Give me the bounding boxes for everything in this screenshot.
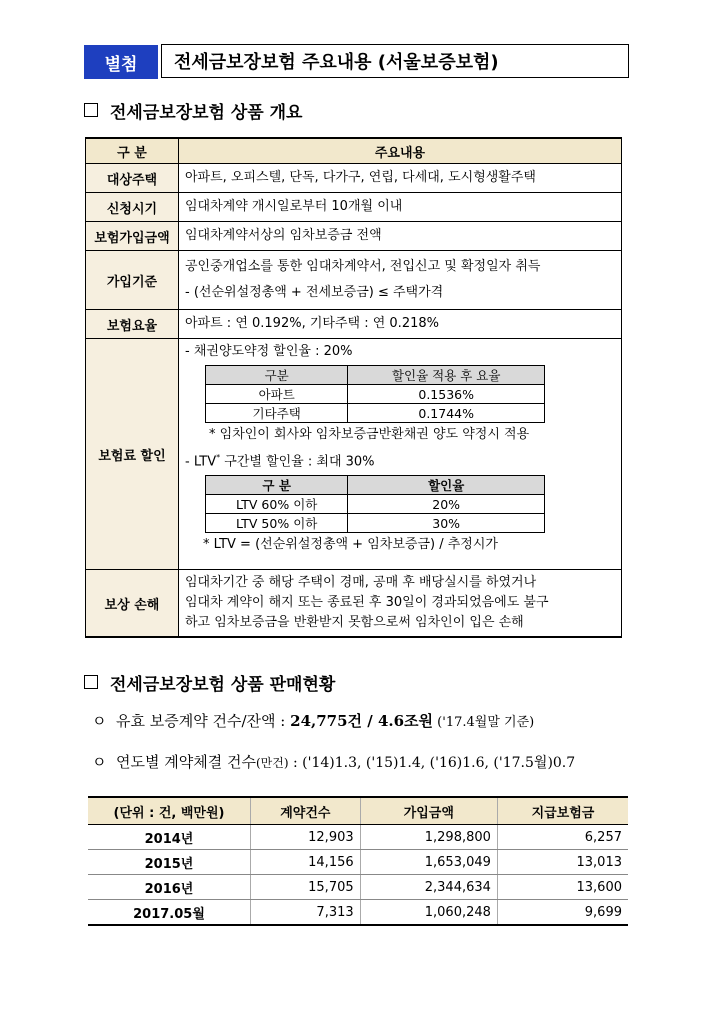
year-cell: 2016년 bbox=[88, 875, 251, 900]
row-content: 아파트 : 연 0.192%, 기타주택 : 연 0.218% bbox=[179, 310, 622, 339]
sales-col-paid: 지급보험금 bbox=[497, 797, 628, 825]
discount-table-1 bbox=[205, 365, 545, 423]
content-line: 하고 임차보증금을 반환받지 못함으로써 임차인이 입은 손해 bbox=[185, 615, 524, 630]
table-row bbox=[206, 514, 545, 533]
bullet-text: 유효 보증계약 건수/잔액 : bbox=[116, 712, 291, 730]
amount-cell: 2,344,634 bbox=[360, 875, 497, 900]
sales-header-row bbox=[88, 797, 628, 825]
row-label: 보험가입금액 bbox=[86, 222, 179, 251]
part2-sup: * bbox=[216, 453, 221, 462]
table-row bbox=[88, 850, 628, 875]
part2-title-a: - LTV bbox=[185, 454, 217, 470]
table-row bbox=[206, 495, 545, 514]
section-sales-title: 전세금보장보험 상품 판매현황 bbox=[110, 675, 336, 695]
checkbox-square-icon bbox=[84, 675, 98, 689]
row-label: 보험료 할인 bbox=[86, 339, 179, 570]
discount-table-2 bbox=[205, 475, 545, 533]
table-row bbox=[206, 385, 545, 404]
part2-title-b: 구간별 할인율 : 최대 30% bbox=[220, 454, 375, 470]
contracts-cell: 7,313 bbox=[251, 900, 361, 926]
section-overview-title: 전세금보장보험 상품 개요 bbox=[110, 103, 303, 123]
appendix-tag: 별첨 bbox=[84, 45, 158, 79]
inner-header: 구 분 bbox=[206, 476, 348, 495]
inner-cell: LTV 50% 이하 bbox=[206, 514, 348, 533]
inner-cell: 30% bbox=[348, 514, 545, 533]
bullet-text: 연도별 계약체결 건수 bbox=[116, 753, 256, 771]
bullet-basis: ('17.4월말 기준) bbox=[433, 715, 535, 730]
discount-part1-title: - 채권양도약정 할인율 : 20% bbox=[185, 344, 353, 359]
bullet-active-contracts bbox=[92, 710, 534, 731]
bullet-values: : ('14)1.3, ('15)1.4, ('16)1.6, ('17.5월)0.7 bbox=[288, 755, 576, 771]
table-row bbox=[88, 900, 628, 926]
discount-part2-title bbox=[185, 447, 615, 473]
table-row bbox=[86, 251, 622, 310]
contracts-cell: 12,903 bbox=[251, 825, 361, 850]
row-label: 보상 손해 bbox=[86, 570, 179, 638]
discount-note-2: * LTV = (선순위설정총액 + 임차보증금) / 추정시가 bbox=[203, 537, 498, 553]
paid-cell: 13,600 bbox=[497, 875, 628, 900]
discount-content bbox=[179, 339, 622, 570]
table-row bbox=[206, 476, 545, 495]
sales-col-unit: (단위 : 건, 백만원) bbox=[88, 797, 251, 825]
table-row bbox=[86, 222, 622, 251]
amount-cell: 1,653,049 bbox=[360, 850, 497, 875]
bullet-unit: (만건) bbox=[256, 756, 289, 770]
inner-cell: 0.1744% bbox=[348, 404, 545, 423]
table-row bbox=[86, 570, 622, 638]
content-line: 임대차기간 중 해당 주택이 경매, 공매 후 배당실시를 하였거나 bbox=[185, 575, 537, 590]
bullet-value: 24,775건 / 4.6조원 bbox=[290, 712, 434, 730]
overview-col-label: 구 분 bbox=[86, 138, 179, 164]
overview-header-row bbox=[86, 138, 622, 164]
row-label: 대상주택 bbox=[86, 164, 179, 193]
contracts-cell: 15,705 bbox=[251, 875, 361, 900]
section-overview-heading bbox=[84, 98, 302, 123]
bullet-yearly-contracts bbox=[92, 751, 575, 772]
year-cell: 2015년 bbox=[88, 850, 251, 875]
compensation-content bbox=[179, 570, 622, 638]
content-line: 공인중개업소를 통한 임대차계약서, 전입신고 및 확정일자 취득 bbox=[185, 259, 541, 274]
year-cell: 2014년 bbox=[88, 825, 251, 850]
amount-cell: 1,298,800 bbox=[360, 825, 497, 850]
row-label: 가입기준 bbox=[86, 251, 179, 310]
inner-cell: 20% bbox=[348, 495, 545, 514]
table-row bbox=[86, 310, 622, 339]
sales-col-contracts: 계약건수 bbox=[251, 797, 361, 825]
sales-col-amount: 가입금액 bbox=[360, 797, 497, 825]
document-title: 전세금보장보험 주요내용 (서울보증보험) bbox=[161, 44, 629, 78]
checkbox-square-icon bbox=[84, 103, 98, 117]
inner-cell: 아파트 bbox=[206, 385, 348, 404]
table-row bbox=[86, 339, 622, 570]
contracts-cell: 14,156 bbox=[251, 850, 361, 875]
row-label: 신청시기 bbox=[86, 193, 179, 222]
row-content: 임대차계약 개시일로부터 10개월 이내 bbox=[179, 193, 622, 222]
inner-header: 할인율 적용 후 요율 bbox=[348, 366, 545, 385]
amount-cell: 1,060,248 bbox=[360, 900, 497, 926]
overview-table bbox=[85, 137, 622, 638]
content-line: 임대차 계약이 해지 또는 종료된 후 30일이 경과되었음에도 불구 bbox=[185, 595, 549, 610]
bullet-marker: ㅇ bbox=[92, 753, 107, 771]
row-content: 아파트, 오피스텔, 단독, 다가구, 연립, 다세대, 도시형생활주택 bbox=[179, 164, 622, 193]
year-cell: 2017.05월 bbox=[88, 900, 251, 926]
inner-cell: 기타주택 bbox=[206, 404, 348, 423]
inner-header: 구분 bbox=[206, 366, 348, 385]
row-content bbox=[179, 251, 622, 310]
inner-cell: LTV 60% 이하 bbox=[206, 495, 348, 514]
bullet-marker: ㅇ bbox=[92, 712, 107, 730]
paid-cell: 9,699 bbox=[497, 900, 628, 926]
table-row bbox=[206, 366, 545, 385]
inner-header: 할인율 bbox=[348, 476, 545, 495]
row-label: 보험요율 bbox=[86, 310, 179, 339]
sales-table bbox=[88, 796, 628, 926]
table-row bbox=[88, 875, 628, 900]
paid-cell: 13,013 bbox=[497, 850, 628, 875]
section-sales-heading bbox=[84, 670, 335, 695]
paid-cell: 6,257 bbox=[497, 825, 628, 850]
table-row bbox=[86, 164, 622, 193]
row-content: 임대차계약서상의 임차보증금 전액 bbox=[179, 222, 622, 251]
content-line: - (선순위설정총액 + 전세보증금) ≤ 주택가격 bbox=[185, 285, 444, 300]
table-row bbox=[86, 193, 622, 222]
table-row bbox=[88, 825, 628, 850]
discount-note-1: * 임차인이 회사와 임차보증금반환채권 양도 약정시 적용 bbox=[209, 427, 530, 442]
overview-col-content: 주요내용 bbox=[179, 138, 622, 164]
inner-cell: 0.1536% bbox=[348, 385, 545, 404]
table-row bbox=[206, 404, 545, 423]
